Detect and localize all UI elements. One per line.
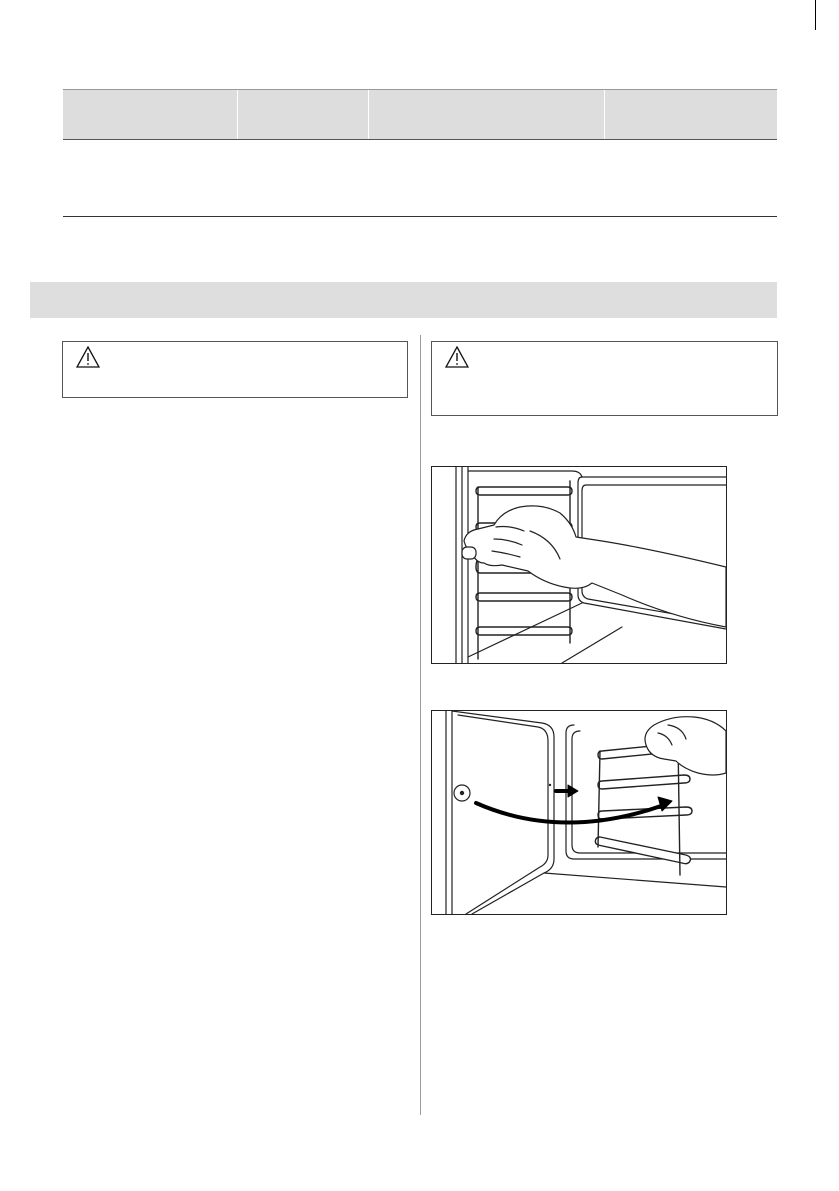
table-header-row (63, 89, 777, 140)
table-row (63, 140, 777, 217)
column-separator (368, 90, 369, 139)
warning-box-right (431, 341, 778, 416)
column-separator (604, 90, 605, 139)
data-table (63, 89, 777, 217)
remove-shelf-support-illustration (431, 466, 727, 664)
reinstall-shelf-support-illustration (431, 710, 727, 915)
column-divider (420, 335, 421, 1115)
column-separator (237, 90, 238, 139)
warning-triangle-icon (445, 346, 469, 368)
warning-triangle-icon (76, 346, 100, 368)
crop-mark (815, 0, 816, 30)
warning-box-left (62, 341, 408, 398)
section-heading-band (30, 282, 777, 318)
